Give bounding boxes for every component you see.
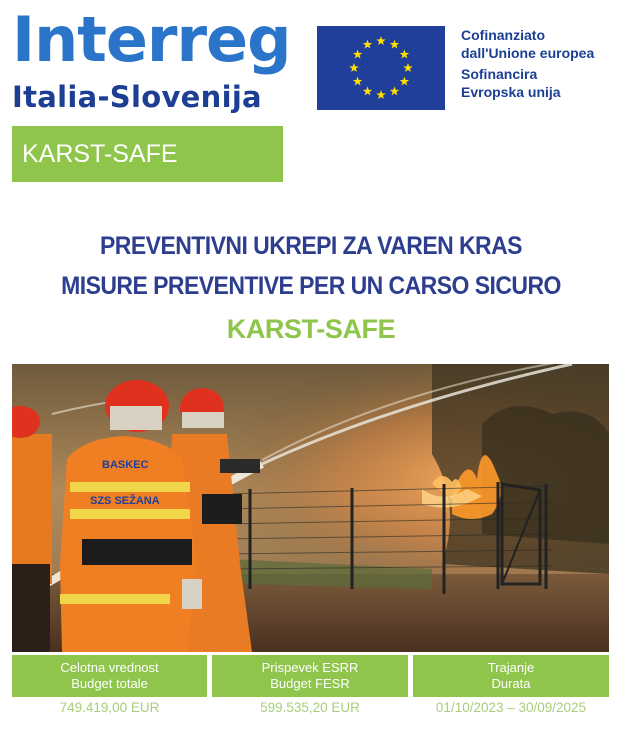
uniform-text-1: BASKEC [102,459,149,471]
eu-text-line: Cofinanziato [461,27,545,43]
stat-label-italian: Budget FESR [270,676,350,691]
uniform-text-2: SZS SEŽANA [90,495,160,507]
program-region: Italia-Slovenija [12,80,262,114]
stat-label-slovene: Prispevek ESRR [261,660,359,675]
eu-flag-icon [317,26,445,110]
firefighters-photo [12,364,609,652]
stat-label-box [413,655,609,697]
stat-duration [413,655,609,730]
stat-label-box [212,655,408,697]
project-stats [12,655,609,730]
stat-label-slovene: Celotna vrednost [60,660,159,675]
eu-text-line: Evropska unija [461,83,561,100]
stat-label-italian: Budget totale [71,676,148,691]
eu-text-line: Sofinancira [461,66,538,82]
stat-value: 01/10/2023 – 30/09/2025 [435,700,587,715]
stat-total-budget [12,655,207,730]
eu-text-line: dall'Unione europea [461,44,595,61]
eu-cofunding-text [461,27,594,101]
stat-label-slovene: Trajanje [487,660,535,675]
interreg-logo: Interreg [12,3,291,76]
stat-erdf-contribution [212,655,408,730]
title-acronym: KARST-SAFE [226,314,396,344]
stat-label-box [12,655,207,697]
title-italian: MISURE PREVENTIVE PER UN CARSO SICURO [61,272,561,300]
stat-value: 599.535,20 EUR [260,700,360,715]
stat-label-italian: Durata [491,676,531,691]
stat-value: 749.419,00 EUR [59,700,160,715]
project-badge: KARST-SAFE [12,126,283,182]
title-slovene: PREVENTIVNI UKREPI ZA VAREN KRAS [100,232,522,260]
